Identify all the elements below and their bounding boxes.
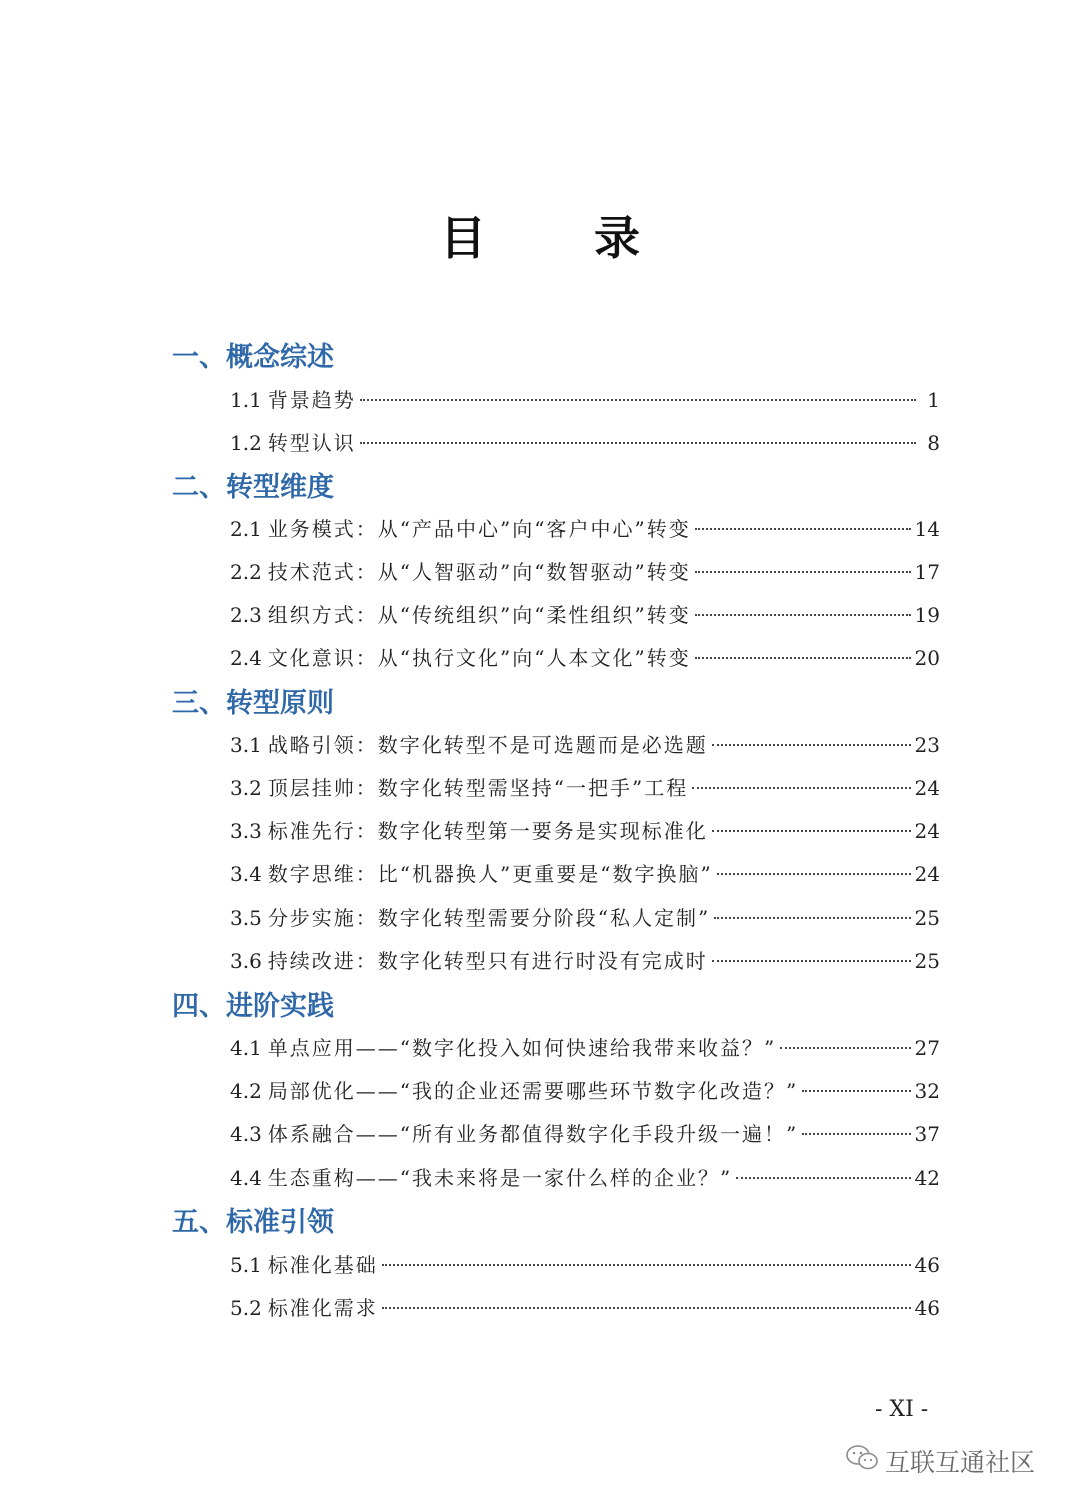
toc-entry-3-4[interactable] bbox=[230, 858, 940, 890]
entry-title: 背景趋势 bbox=[267, 388, 356, 412]
entry-title: 单点应用——“数字化投入如何快速给我带来收益？” bbox=[267, 1036, 777, 1060]
toc-entry-3-2[interactable] bbox=[230, 772, 940, 804]
toc-entry-2-1[interactable] bbox=[230, 513, 940, 545]
entry-page: 25 bbox=[914, 906, 940, 930]
entry-page: 8 bbox=[927, 431, 940, 455]
toc-entry-3-6[interactable] bbox=[230, 945, 940, 977]
toc-entry-5-2[interactable] bbox=[230, 1292, 940, 1324]
entry-number: 2.1 bbox=[230, 517, 262, 541]
toc-entry-3-5[interactable] bbox=[230, 902, 940, 934]
entry-title: 顶层挂帅：数字化转型需坚持“一把手”工程 bbox=[267, 776, 689, 800]
section-heading-3: 三、转型原则 bbox=[172, 688, 334, 719]
dot-leader bbox=[695, 527, 911, 530]
toc-entry-4-4[interactable] bbox=[230, 1162, 940, 1194]
entry-title: 业务模式：从“产品中心”向“客户中心”转变 bbox=[267, 517, 691, 541]
entry-title: 技术范式：从“人智驱动”向“数智驱动”转变 bbox=[267, 560, 691, 584]
toc-entry-3-3[interactable] bbox=[230, 815, 940, 847]
entry-title: 持续改进：数字化转型只有进行时没有完成时 bbox=[267, 949, 708, 973]
dot-leader bbox=[360, 398, 916, 401]
dot-leader bbox=[382, 1306, 911, 1309]
entry-page: 23 bbox=[914, 733, 940, 757]
toc-entry-4-1[interactable] bbox=[230, 1032, 940, 1064]
entry-page: 25 bbox=[914, 949, 940, 973]
entry-title: 组织方式：从“传统组织”向“柔性组织”转变 bbox=[267, 603, 691, 627]
entry-title: 标准化需求 bbox=[267, 1296, 378, 1320]
entry-number: 2.2 bbox=[230, 560, 262, 584]
toc-entry-1-2[interactable] bbox=[230, 427, 940, 459]
page-number: - XI - bbox=[875, 1397, 929, 1422]
toc-entry-3-1[interactable] bbox=[230, 729, 940, 761]
entry-title: 数字思维：比“机器换人”更重要是“数字换脑” bbox=[267, 862, 713, 886]
entry-number: 3.1 bbox=[230, 733, 262, 757]
dot-leader bbox=[695, 656, 911, 659]
section-heading-1: 一、概念综述 bbox=[172, 342, 334, 373]
entry-page: 32 bbox=[914, 1079, 940, 1103]
dot-leader bbox=[695, 570, 911, 573]
entry-page: 37 bbox=[914, 1122, 940, 1146]
entry-number: 4.4 bbox=[230, 1166, 262, 1190]
entry-number: 3.2 bbox=[230, 776, 262, 800]
entry-page: 27 bbox=[914, 1036, 940, 1060]
entry-number: 4.1 bbox=[230, 1036, 262, 1060]
dot-leader bbox=[736, 1176, 910, 1179]
entry-number: 2.3 bbox=[230, 603, 262, 627]
toc-entry-1-1[interactable] bbox=[230, 384, 940, 416]
entry-title: 分步实施：数字化转型需要分阶段“私人定制” bbox=[267, 906, 711, 930]
dot-leader bbox=[717, 872, 911, 875]
entry-number: 3.3 bbox=[230, 819, 262, 843]
section-heading-4: 四、进阶实践 bbox=[172, 991, 334, 1022]
entry-title: 战略引领：数字化转型不是可选题而是必选题 bbox=[267, 733, 708, 757]
dot-leader bbox=[712, 959, 911, 962]
entry-page: 46 bbox=[914, 1253, 940, 1277]
section-heading-5: 五、标准引领 bbox=[172, 1207, 334, 1238]
entry-page: 17 bbox=[914, 560, 940, 584]
entry-number: 1.1 bbox=[230, 388, 262, 412]
entry-title: 标准先行：数字化转型第一要务是实现标准化 bbox=[267, 819, 708, 843]
dot-leader bbox=[695, 613, 911, 616]
entry-page: 24 bbox=[914, 819, 940, 843]
entry-number: 4.2 bbox=[230, 1079, 262, 1103]
dot-leader bbox=[714, 916, 910, 919]
entry-page: 14 bbox=[914, 517, 940, 541]
wechat-icon bbox=[845, 1444, 885, 1478]
entry-title: 标准化基础 bbox=[267, 1253, 378, 1277]
dot-leader bbox=[360, 441, 916, 444]
entry-number: 1.2 bbox=[230, 431, 262, 455]
dot-leader bbox=[780, 1046, 910, 1049]
section-heading-2: 二、转型维度 bbox=[172, 472, 334, 503]
toc-entry-2-3[interactable] bbox=[230, 599, 940, 631]
dot-leader bbox=[692, 786, 910, 789]
watermark-text: 互联互通社区 bbox=[885, 1448, 1036, 1477]
entry-page: 19 bbox=[914, 603, 940, 627]
dot-leader bbox=[802, 1089, 910, 1092]
dot-leader bbox=[712, 743, 911, 746]
entry-title: 体系融合——“所有业务都值得数字化手段升级一遍！” bbox=[267, 1122, 799, 1146]
dot-leader bbox=[712, 829, 911, 832]
entry-title: 文化意识：从“执行文化”向“人本文化”转变 bbox=[267, 646, 691, 670]
entry-title: 转型认识 bbox=[267, 431, 356, 455]
entry-page: 42 bbox=[914, 1166, 940, 1190]
entry-title: 生态重构——“我未来将是一家什么样的企业？” bbox=[267, 1166, 733, 1190]
entry-number: 5.2 bbox=[230, 1296, 262, 1320]
toc-entry-2-2[interactable] bbox=[230, 556, 940, 588]
toc-entry-4-3[interactable] bbox=[230, 1118, 940, 1150]
entry-page: 46 bbox=[914, 1296, 940, 1320]
toc-entry-2-4[interactable] bbox=[230, 642, 940, 674]
entry-page: 24 bbox=[914, 776, 940, 800]
toc-entry-5-1[interactable] bbox=[230, 1249, 940, 1281]
entry-number: 5.1 bbox=[230, 1253, 262, 1277]
page-title: 目 录 bbox=[439, 211, 686, 265]
entry-number: 4.3 bbox=[230, 1122, 262, 1146]
entry-number: 3.6 bbox=[230, 949, 262, 973]
entry-page: 1 bbox=[927, 388, 940, 412]
entry-number: 3.4 bbox=[230, 862, 262, 886]
entry-title: 局部优化——“我的企业还需要哪些环节数字化改造？” bbox=[267, 1079, 799, 1103]
dot-leader bbox=[382, 1263, 911, 1266]
entry-page: 20 bbox=[914, 646, 940, 670]
dot-leader bbox=[802, 1132, 910, 1135]
entry-page: 24 bbox=[914, 862, 940, 886]
entry-number: 3.5 bbox=[230, 906, 262, 930]
toc-entry-4-2[interactable] bbox=[230, 1075, 940, 1107]
entry-number: 2.4 bbox=[230, 646, 262, 670]
watermark bbox=[845, 1445, 1035, 1477]
